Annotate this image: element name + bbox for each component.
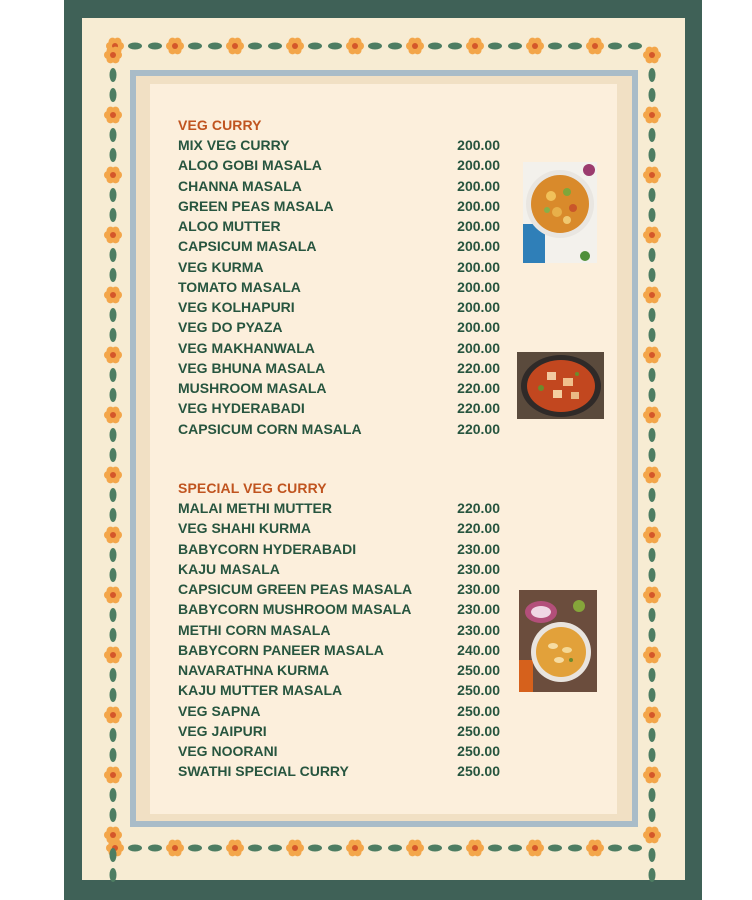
section-title-veg-curry: VEG CURRY (178, 117, 262, 133)
section-title-special-veg-curry: SPECIAL VEG CURRY (178, 480, 327, 496)
leaf-ornament (268, 845, 282, 852)
menu-item-name: VEG JAIPURI (178, 722, 267, 739)
flower-ornament (643, 827, 661, 844)
leaf-ornament (148, 845, 162, 852)
menu-item-price: 200.00 (457, 137, 500, 153)
leaf-ornament (368, 845, 382, 852)
leaf-ornament (110, 128, 117, 142)
menu-item-price: 200.00 (457, 238, 500, 255)
menu-item-name: VEG KOLHAPURI (178, 299, 295, 315)
menu-item-name: VEG SHAHI KURMA (178, 520, 312, 537)
leaf-ornament (649, 488, 656, 502)
leaf-ornament (649, 388, 656, 402)
menu-item-name: NAVARATHNA KURMA (178, 662, 330, 678)
leaf-ornament (628, 845, 642, 852)
menu-item-price: 220.00 (457, 380, 500, 396)
menu-item (178, 763, 508, 783)
leaf-ornament (110, 308, 117, 322)
leaf-ornament (188, 43, 202, 50)
menu-item (178, 340, 508, 360)
flower-ornament (286, 840, 304, 857)
menu-item (178, 137, 508, 157)
leaf-ornament (110, 188, 117, 202)
leaf-ornament (328, 845, 342, 852)
menu-item-name: VEG DO PYAZA (178, 319, 283, 336)
menu-item-price: 200.00 (457, 278, 500, 295)
leaf-ornament (649, 508, 656, 522)
menu-item-name: CAPSICUM MASALA (178, 238, 317, 255)
flower-ornament (406, 38, 424, 55)
leaf-ornament (548, 43, 562, 50)
menu-item (178, 682, 508, 702)
leaf-ornament (649, 628, 656, 642)
leaf-ornament (148, 43, 162, 50)
flower-ornament (104, 107, 122, 124)
leaf-ornament (110, 488, 117, 502)
leaf-ornament (110, 748, 117, 762)
leaf-ornament (110, 148, 117, 162)
flower-ornament (526, 840, 544, 857)
leaf-ornament (649, 368, 656, 382)
flower-ornament (166, 38, 184, 55)
menu-item (178, 642, 508, 662)
menu-item-name: KAJU MUTTER MASALA (178, 682, 343, 699)
leaf-ornament (508, 43, 522, 50)
menu-item (178, 319, 508, 339)
flower-ornament (104, 767, 122, 784)
menu-item-name: VEG NOORANI (178, 743, 278, 759)
menu-item-price: 200.00 (457, 258, 500, 275)
leaf-ornament (308, 845, 322, 852)
leaf-ornament (649, 208, 656, 222)
leaf-ornament (110, 688, 117, 702)
leaf-ornament (110, 248, 117, 262)
leaf-ornament (649, 788, 656, 802)
leaf-ornament (248, 43, 262, 50)
flower-ornament (643, 47, 661, 64)
leaf-ornament (428, 845, 442, 852)
flower-ornament (526, 38, 544, 55)
leaf-ornament (110, 788, 117, 802)
leaf-ornament (110, 668, 117, 682)
menu-item-price: 200.00 (457, 319, 500, 336)
leaf-ornament (368, 43, 382, 50)
leaf-ornament (128, 845, 142, 852)
leaf-ornament (649, 68, 656, 82)
menu-item-name: VEG MAKHANWALA (178, 339, 315, 356)
leaf-ornament (649, 88, 656, 102)
menu-item-price: 200.00 (457, 339, 500, 356)
leaf-ornament (649, 868, 656, 882)
menu-item-price: 200.00 (457, 218, 500, 234)
leaf-ornament (568, 43, 582, 50)
flower-ornament (346, 38, 364, 55)
menu-item-price: 220.00 (457, 420, 500, 437)
menu-item (178, 198, 508, 218)
menu-item-name: ALOO MUTTER (178, 218, 281, 234)
menu-item-name: CAPSICUM CORN MASALA (178, 420, 362, 437)
leaf-ornament (110, 728, 117, 742)
menu-item-name: MIX VEG CURRY (178, 137, 290, 153)
menu-item (178, 380, 508, 400)
menu-item (178, 662, 508, 682)
leaf-ornament (649, 608, 656, 622)
leaf-ornament (388, 845, 402, 852)
leaf-ornament (208, 845, 222, 852)
leaf-ornament (649, 748, 656, 762)
leaf-ornament (110, 388, 117, 402)
flower-ornament (643, 527, 661, 544)
flower-ornament (586, 38, 604, 55)
menu-item-price: 220.00 (457, 500, 500, 516)
menu-item-price: 220.00 (457, 520, 500, 537)
menu-item (178, 421, 508, 441)
leaf-ornament (649, 148, 656, 162)
flower-ornament (226, 840, 244, 857)
food-photo-paneer-curry (517, 352, 604, 419)
flower-ornament (226, 38, 244, 55)
flower-ornament (466, 38, 484, 55)
leaf-ornament (649, 328, 656, 342)
leaf-ornament (488, 43, 502, 50)
menu-item (178, 541, 508, 561)
menu-item-price: 220.00 (457, 359, 500, 376)
menu-item-price: 250.00 (457, 722, 500, 739)
leaf-ornament (110, 628, 117, 642)
menu-item-name: MUSHROOM MASALA (178, 380, 327, 396)
leaf-ornament (110, 368, 117, 382)
menu-item-name: VEG SAPNA (178, 702, 261, 719)
menu-item-name: GREEN PEAS MASALA (178, 197, 334, 214)
leaf-ornament (649, 128, 656, 142)
flower-ornament (104, 287, 122, 304)
leaf-ornament (649, 848, 656, 862)
menu-item-price: 230.00 (457, 560, 500, 577)
leaf-ornament (628, 43, 642, 50)
leaf-ornament (428, 43, 442, 50)
flower-ornament (643, 407, 661, 424)
menu-item-price: 230.00 (457, 621, 500, 638)
leaf-ornament (649, 248, 656, 262)
leaf-ornament (110, 568, 117, 582)
flower-ornament (104, 407, 122, 424)
menu-item-price: 200.00 (457, 157, 500, 174)
leaf-ornament (110, 548, 117, 562)
leaf-ornament (548, 845, 562, 852)
menu-item-name: KAJU MASALA (178, 560, 280, 577)
flower-ornament (104, 527, 122, 544)
leaf-ornament (268, 43, 282, 50)
flower-ornament (166, 840, 184, 857)
flower-ornament (104, 227, 122, 244)
menu-item (178, 601, 508, 621)
leaf-ornament (110, 868, 117, 882)
leaf-ornament (608, 845, 622, 852)
flower-ornament (104, 647, 122, 664)
flower-ornament (104, 347, 122, 364)
food-photo-mix-veg (523, 162, 597, 263)
menu-item (178, 218, 508, 238)
leaf-ornament (488, 845, 502, 852)
leaf-ornament (568, 845, 582, 852)
leaf-ornament (188, 845, 202, 852)
menu-item-price: 250.00 (457, 743, 500, 759)
menu-item (178, 500, 508, 520)
menu-item-price: 230.00 (457, 540, 500, 557)
menu-item (178, 723, 508, 743)
menu-item-name: CHANNA MASALA (178, 177, 302, 194)
menu-item-name: METHI CORN MASALA (178, 621, 331, 638)
leaf-ornament (649, 728, 656, 742)
leaf-ornament (608, 43, 622, 50)
menu-item-name: VEG HYDERABADI (178, 400, 305, 417)
menu-item-name: CAPSICUM GREEN PEAS MASALA (178, 581, 413, 597)
flower-ornament (346, 840, 364, 857)
menu-item-name: BABYCORN MUSHROOM MASALA (178, 601, 412, 618)
leaf-ornament (448, 845, 462, 852)
flower-ornament (104, 707, 122, 724)
leaf-ornament (388, 43, 402, 50)
leaf-ornament (649, 188, 656, 202)
menu-item (178, 299, 508, 319)
menu-item-price: 250.00 (457, 702, 500, 719)
menu-item-name: VEG BHUNA MASALA (178, 359, 326, 376)
leaf-ornament (508, 845, 522, 852)
menu-item-price: 250.00 (457, 662, 500, 678)
flower-ornament (104, 587, 122, 604)
menu-item-name: VEG KURMA (178, 258, 264, 275)
leaf-ornament (649, 308, 656, 322)
flower-ornament (643, 767, 661, 784)
leaf-ornament (649, 268, 656, 282)
flower-ornament (643, 707, 661, 724)
leaf-ornament (110, 208, 117, 222)
menu-item (178, 743, 508, 763)
menu-item-price: 200.00 (457, 299, 500, 315)
leaf-ornament (110, 328, 117, 342)
leaf-ornament (649, 448, 656, 462)
leaf-ornament (649, 668, 656, 682)
leaf-ornament (110, 608, 117, 622)
flower-ornament (643, 467, 661, 484)
leaf-ornament (649, 548, 656, 562)
menu-item-price: 230.00 (457, 601, 500, 618)
leaf-ornament (448, 43, 462, 50)
flower-ornament (643, 647, 661, 664)
leaf-ornament (649, 688, 656, 702)
menu-item-price: 250.00 (457, 682, 500, 699)
leaf-ornament (208, 43, 222, 50)
leaf-ornament (308, 43, 322, 50)
flower-ornament (643, 287, 661, 304)
leaf-ornament (649, 808, 656, 822)
food-photo-kaju-curry (519, 590, 597, 692)
menu-item-price: 240.00 (457, 641, 500, 658)
menu-item (178, 400, 508, 420)
menu-item-name: TOMATO MASALA (178, 278, 301, 295)
flower-ornament (643, 107, 661, 124)
flower-ornament (643, 227, 661, 244)
menu-item-price: 250.00 (457, 763, 500, 780)
leaf-ornament (110, 268, 117, 282)
menu-item-name: BABYCORN PANEER MASALA (178, 641, 384, 658)
menu-item-price: 200.00 (457, 177, 500, 194)
menu-item (178, 279, 508, 299)
menu-item-price: 220.00 (457, 400, 500, 417)
menu-item (178, 520, 508, 540)
flower-ornament (104, 467, 122, 484)
leaf-ornament (110, 508, 117, 522)
flower-ornament (643, 167, 661, 184)
menu-item-name: ALOO GOBI MASALA (178, 157, 322, 174)
flower-ornament (586, 840, 604, 857)
leaf-ornament (328, 43, 342, 50)
leaf-ornament (649, 568, 656, 582)
flower-ornament (286, 38, 304, 55)
menu-item (178, 238, 508, 258)
leaf-ornament (110, 848, 117, 862)
leaf-ornament (110, 88, 117, 102)
flower-ornament (643, 587, 661, 604)
leaf-ornament (110, 808, 117, 822)
menu-item-price: 200.00 (457, 197, 500, 214)
menu-item (178, 259, 508, 279)
flower-ornament (466, 840, 484, 857)
menu-item-name: SWATHI SPECIAL CURRY (178, 763, 349, 780)
menu-item (178, 703, 508, 723)
menu-item (178, 561, 508, 581)
leaf-ornament (128, 43, 142, 50)
menu-item (178, 581, 508, 601)
flower-ornament (104, 167, 122, 184)
flower-ornament (406, 840, 424, 857)
menu-item-name: MALAI METHI MUTTER (178, 500, 332, 516)
menu-item-price: 230.00 (457, 581, 500, 597)
leaf-ornament (110, 448, 117, 462)
leaf-ornament (110, 68, 117, 82)
menu-item (178, 178, 508, 198)
menu-item (178, 157, 508, 177)
flower-ornament (643, 347, 661, 364)
menu-item (178, 360, 508, 380)
leaf-ornament (110, 428, 117, 442)
menu-item-name: BABYCORN HYDERABADI (178, 540, 357, 557)
leaf-ornament (248, 845, 262, 852)
leaf-ornament (649, 428, 656, 442)
menu-item (178, 622, 508, 642)
